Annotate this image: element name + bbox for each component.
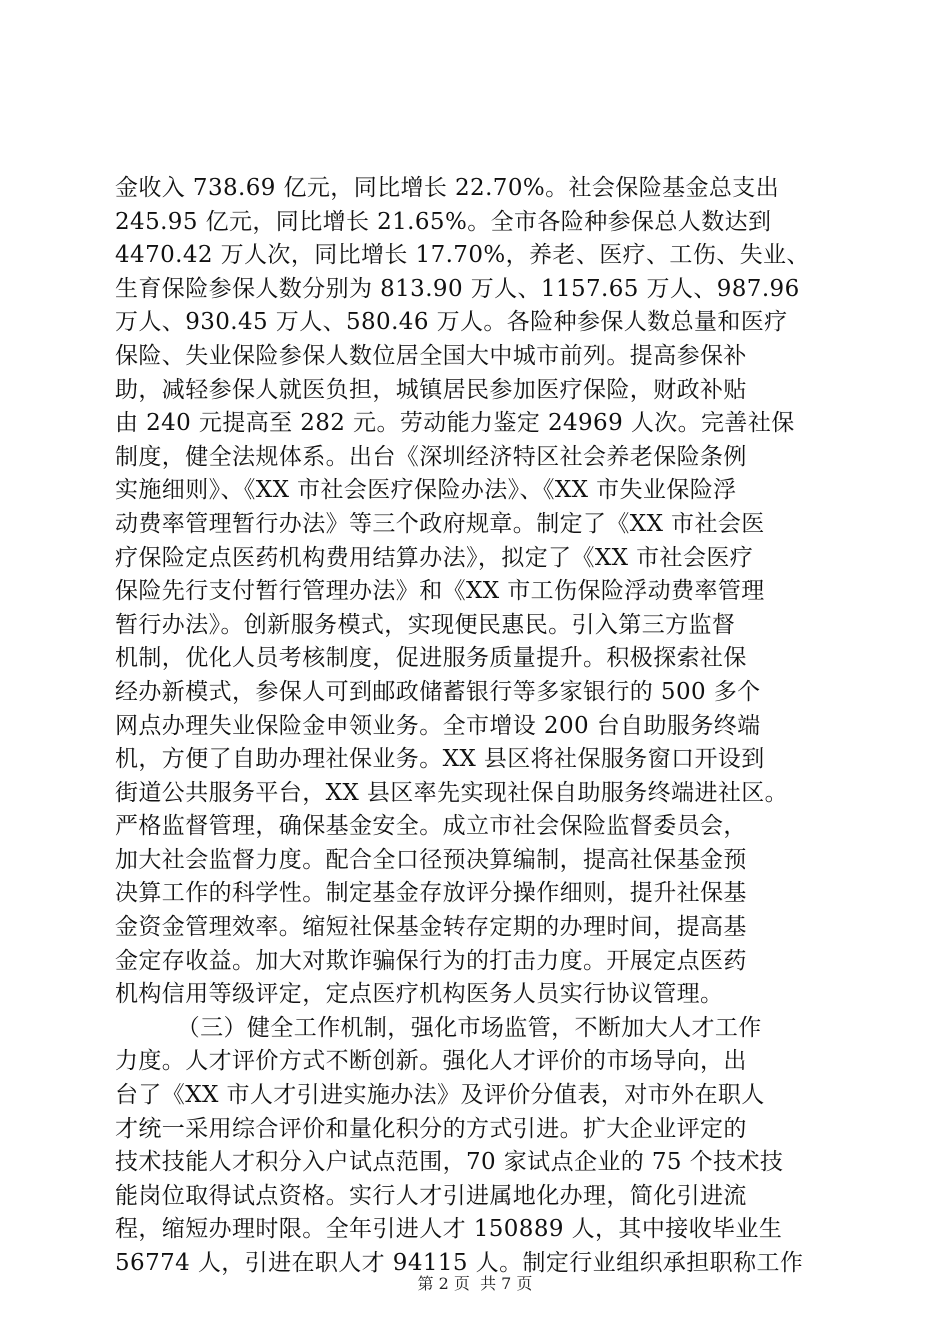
- text-line: 生育保险参保人数分别为 813.90 万人、1157.65 万人、987.96: [115, 275, 800, 302]
- text-line: 动费率管理暂行办法》等三个政府规章。制定了《XX 市社会医: [115, 510, 765, 537]
- text-line: 4470.42 万人次，同比增长 17.70%，养老、医疗、工伤、失业、: [115, 242, 810, 269]
- text-line: 才统一采用综合评价和量化积分的方式引进。扩大企业评定的: [115, 1115, 747, 1142]
- text-line: 决算工作的科学性。制定基金存放评分操作细则，提升社保基: [115, 880, 747, 907]
- body-text: [115, 172, 835, 1281]
- text-line: 机制，优化人员考核制度，促进服务质量提升。积极探索社保: [115, 645, 747, 672]
- text-line: 网点办理失业保险金申领业务。全市增设 200 台自助服务终端: [115, 712, 761, 739]
- paragraph-heading-line: （三）健全工作机制，强化市场监管，不断加大人才工作: [115, 1014, 762, 1041]
- text-line: 制度，健全法规体系。出台《深圳经济特区社会养老保险条例: [115, 443, 747, 470]
- text-line: 万人、930.45 万人、580.46 万人。各险种参保人数总量和医疗: [115, 309, 788, 336]
- text-line: 金收入 738.69 亿元，同比增长 22.70%。社会保险基金总支出: [115, 175, 780, 201]
- text-line: 245.95 亿元，同比增长 21.65%。全市各险种参保总人数达到: [115, 208, 772, 235]
- text-line: 56774 人，引进在职人才 94115 人。制定行业组织承担职称工作: [115, 1250, 804, 1276]
- text-line: 台了《XX 市人才引进实施办法》及评价分值表，对市外在职人: [115, 1082, 765, 1109]
- text-line: 金定存收益。加大对欺诈骗保行为的打击力度。开展定点医药: [115, 947, 747, 974]
- text-line: 经办新模式，参保人可到邮政储蓄银行等多家银行的 500 多个: [115, 678, 761, 705]
- text-line: 保险、失业保险参保人数位居全国大中城市前列。提高参保补: [115, 342, 747, 369]
- text-line: 机，方便了自助办理社保业务。XX 县区将社保服务窗口开设到: [115, 746, 765, 773]
- text-line: 程，缩短办理时限。全年引进人才 150889 人，其中接收毕业生: [115, 1216, 783, 1243]
- text-line: 保险先行支付暂行管理办法》和《XX 市工伤保险浮动费率管理: [115, 578, 765, 605]
- text-line: 暂行办法》。创新服务模式，实现便民惠民。引入第三方监督: [115, 611, 736, 638]
- text-line: 由 240 元提高至 282 元。劳动能力鉴定 24969 人次。完善社保: [115, 410, 795, 437]
- text-line: 技术技能人才积分入户试点范围，70 家试点企业的 75 个技术技: [115, 1149, 784, 1176]
- text-line: 实施细则》、《XX 市社会医疗保险办法》、《XX 市失业保险浮: [115, 477, 737, 504]
- text-line: 严格监督管理，确保基金安全。成立市社会保险监督委员会，: [115, 813, 747, 840]
- text-line: 机构信用等级评定，定点医疗机构医务人员实行协议管理。: [115, 981, 724, 1008]
- text-line: 街道公共服务平台，XX 县区率先实现社保自助服务终端进社区。: [115, 779, 789, 806]
- text-line: 能岗位取得试点资格。实行人才引进属地化办理，简化引进流: [115, 1182, 747, 1209]
- text-line: 金资金管理效率。缩短社保基金转存定期的办理时间，提高基: [115, 914, 747, 941]
- text-line: 力度。人才评价方式不断创新。强化人才评价的市场导向，出: [115, 1048, 747, 1075]
- text-line: 加大社会监督力度。配合全口径预决算编制，提高社保基金预: [115, 846, 747, 873]
- text-line: 疗保险定点医药机构费用结算办法》，拟定了《XX 市社会医疗: [115, 544, 754, 571]
- text-line: 助，减轻参保人就医负担，城镇居民参加医疗保险，财政补贴: [115, 376, 747, 403]
- page-number-footer: 第 2 页 共 7 页: [417, 1274, 533, 1293]
